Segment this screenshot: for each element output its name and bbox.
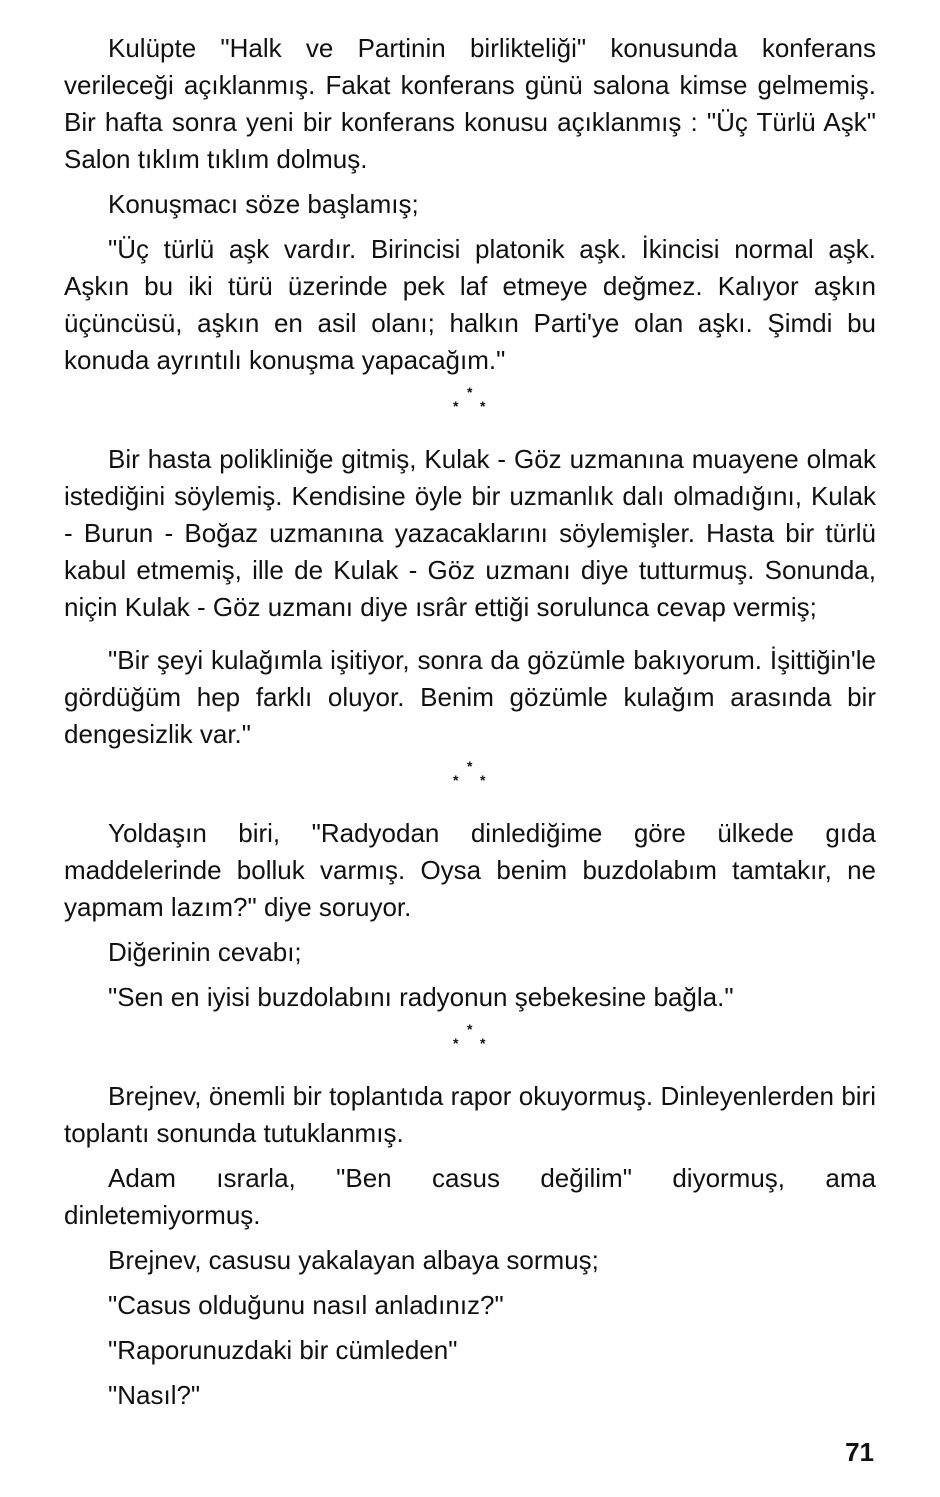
separator-star: * bbox=[453, 398, 459, 414]
paragraph-rapor-cumle: "Raporunuzdaki bir cümleden" bbox=[108, 1335, 458, 1365]
paragraph-digerinin-cevabi: Diğerinin cevabı; bbox=[108, 937, 302, 967]
paragraph-buzdolabi: "Sen en iyisi buzdolabını radyonun şebekesine bağla." bbox=[108, 982, 734, 1012]
separator-star: * bbox=[480, 772, 486, 788]
section-separator bbox=[447, 381, 497, 415]
paragraph-casus-soru: "Casus olduğunu nasıl anladınız?" bbox=[108, 1290, 504, 1320]
page-number: 71 bbox=[845, 1437, 874, 1467]
paragraph-konferans: Kulüpte "Halk ve Partinin birlikteliği" konusunda konferans verileceği açıklanmış. Fakat konferans günü salona kimse gelmemiş. Bir hafta sonra yeni bir konferans konusu açıklanmış : "Üç Türlü Aşk" Salon tıklım tıklım dolmuş. bbox=[64, 33, 876, 174]
paragraph-uc-turlu-ask: "Üç türlü aşk vardır. Birincisi platonik aşk. İkincisi normal aşk. Aşkın bu iki türü üzerinde pek laf etmeye değmez. Kalıyor aşkın üçüncüsü, aşkın en asil olanı; halkın Parti'ye olan aşkı. Şimdi bu konuda ayrıntılı konuşma yapacağım." bbox=[64, 234, 876, 375]
paragraph-kulak-goz: "Bir şeyi kulağımla işitiyor, sonra da gözümle bakıyorum. İşittiğin'le gördüğüm hep farklı oluyor. Benim gözümle kulağım arasında bir dengesizlik var." bbox=[64, 645, 876, 749]
section-separator bbox=[447, 1018, 497, 1052]
separator-star: * bbox=[467, 758, 473, 774]
separator-star: * bbox=[453, 1035, 459, 1051]
separator-star: * bbox=[480, 1035, 486, 1051]
separator-star: * bbox=[467, 384, 473, 400]
paragraph-hasta: Bir hasta polikliniğe gitmiş, Kulak - Göz uzmanına muayene olmak istediğini söylemiş. Kendisine öyle bir uzmanlık dalı olmadığını, Kulak - Burun - Boğaz uzmanına yazacaklarını söylemişler. Hasta bir türlü kabul etmemiş, ille de Kulak - Göz uzmanı diye tutturmuş. Sonunda, niçin Kulak - Göz uzmanı diye ısrâr ettiği sorulunca cevap vermiş; bbox=[64, 444, 876, 622]
paragraph-yoldas: Yoldaşın biri, "Radyodan dinlediğime göre ülkede gıda maddelerinde bolluk varmış. Oysa benim buzdolabım tamtakır, ne yapmam lazım?" diye soruyor. bbox=[64, 818, 876, 922]
paragraph-albay: Brejnev, casusu yakalayan albaya sormuş; bbox=[108, 1245, 599, 1275]
paragraph-brejnev: Brejnev, önemli bir toplantıda rapor okuyormuş. Dinleyenlerden biri toplantı sonunda tutuklanmış. bbox=[64, 1081, 876, 1148]
paragraph-nasil: "Nasıl?" bbox=[108, 1380, 201, 1410]
separator-star: * bbox=[453, 772, 459, 788]
paragraph-adam: Adam ısrarla, "Ben casus değilim" diyormuş, ama dinletemiyormuş. bbox=[64, 1163, 876, 1230]
section-separator bbox=[447, 755, 497, 789]
page-body bbox=[64, 30, 876, 1414]
paragraph-konusmaci: Konuşmacı söze başlamış; bbox=[108, 189, 419, 219]
separator-star: * bbox=[480, 398, 486, 414]
separator-star: * bbox=[467, 1021, 473, 1037]
